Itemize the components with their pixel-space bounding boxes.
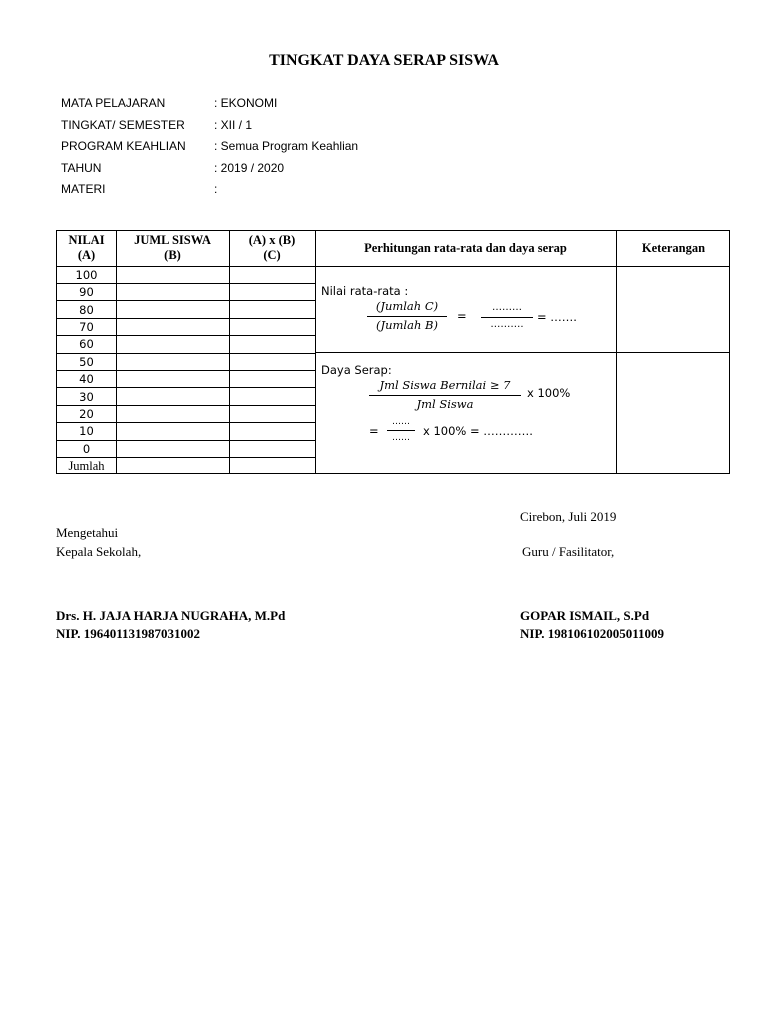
row-divider	[57, 300, 315, 301]
row-label: 60	[79, 337, 94, 351]
average-denominator: (Jumlah B)	[376, 318, 438, 332]
absorption-label: Daya Serap:	[321, 363, 392, 377]
absorption-result: x 100% = ………….	[423, 424, 533, 438]
average-dots-denominator: ……….	[490, 319, 524, 330]
row-label: 40	[79, 372, 94, 386]
absorption-dots-numerator: ……	[392, 417, 410, 427]
equals-sign: =	[457, 309, 467, 323]
header-text: (C)	[263, 248, 281, 262]
total-row-label: Jumlah	[68, 459, 105, 473]
row-label: 90	[79, 285, 94, 299]
fraction-bar	[369, 395, 521, 396]
section-divider	[315, 352, 729, 353]
row-divider	[57, 405, 315, 406]
row-label: 30	[79, 390, 94, 404]
row-divider	[57, 318, 315, 319]
header-axb	[229, 233, 315, 263]
place-date: Cirebon, Juli 2019	[520, 509, 617, 524]
meta-value: : EKONOMI	[214, 96, 278, 110]
absorption-denominator: Jml Siswa	[416, 397, 474, 411]
acknowledge-text: Mengetahui	[56, 525, 119, 540]
header-text: (A) x (B)	[248, 233, 296, 247]
meta-value: : XII / 1	[214, 117, 253, 132]
absorption-times: x 100%	[527, 386, 571, 400]
row-divider	[57, 353, 315, 354]
average-dots-numerator: ………	[492, 302, 522, 313]
header-juml-siswa	[116, 233, 229, 263]
principal-nip: NIP. 196401131987031002	[56, 626, 200, 641]
equals-sign: =	[369, 424, 379, 438]
meta-label: MATERI	[61, 182, 106, 196]
absorption-numerator: Jml Siswa Bernilai ≥ 7	[379, 378, 511, 392]
row-label: 50	[79, 355, 94, 369]
header-text: (B)	[164, 248, 181, 262]
header-text: NILAI	[68, 233, 105, 247]
row-label: 0	[82, 442, 91, 456]
meta-label: TINGKAT/ SEMESTER	[61, 117, 185, 132]
average-numerator: (Jumlah C)	[375, 299, 439, 313]
row-divider	[57, 283, 315, 284]
meta-label: MATA PELAJARAN	[61, 96, 166, 110]
average-result: = …….	[537, 310, 577, 324]
absorption-dots-denominator: ……	[392, 433, 410, 443]
row-divider	[57, 387, 315, 388]
fraction-bar	[481, 317, 533, 318]
meta-label: PROGRAM KEAHLIAN	[61, 139, 186, 153]
fraction-bar	[367, 316, 447, 317]
row-label: 80	[79, 303, 94, 317]
fraction-bar	[387, 430, 415, 431]
document-title: TINGKAT DAYA SERAP SISWA	[269, 52, 499, 69]
header-divider	[57, 266, 729, 267]
row-label: 20	[79, 407, 94, 421]
principal-title: Kepala Sekolah,	[56, 544, 142, 559]
principal-name: Drs. H. JAJA HARJA NUGRAHA, M.Pd	[56, 608, 286, 623]
row-divider	[57, 457, 315, 458]
row-label: 70	[79, 320, 94, 334]
header-text: (A)	[77, 248, 96, 262]
header-nilai	[57, 233, 116, 263]
average-label: Nilai rata-rata :	[321, 284, 409, 298]
teacher-nip: NIP. 198106102005011009	[520, 626, 664, 641]
meta-label: TAHUN	[61, 160, 102, 175]
row-label: 100	[75, 268, 98, 282]
teacher-name: GOPAR ISMAIL, S.Pd	[520, 608, 650, 623]
meta-value: : 2019 / 2020	[214, 160, 285, 175]
row-divider	[57, 440, 315, 441]
absorption-table	[56, 230, 730, 474]
meta-value: :	[214, 182, 218, 196]
header-text: JUML SISWA	[134, 233, 211, 247]
header-perhitungan: Perhitungan rata-rata dan daya serap	[364, 241, 567, 255]
header-keterangan: Keterangan	[641, 241, 706, 255]
meta-value: : Semua Program Keahlian	[214, 139, 359, 153]
row-divider	[57, 370, 315, 371]
row-label: 10	[79, 424, 94, 438]
teacher-title: Guru / Fasilitator,	[522, 544, 615, 559]
